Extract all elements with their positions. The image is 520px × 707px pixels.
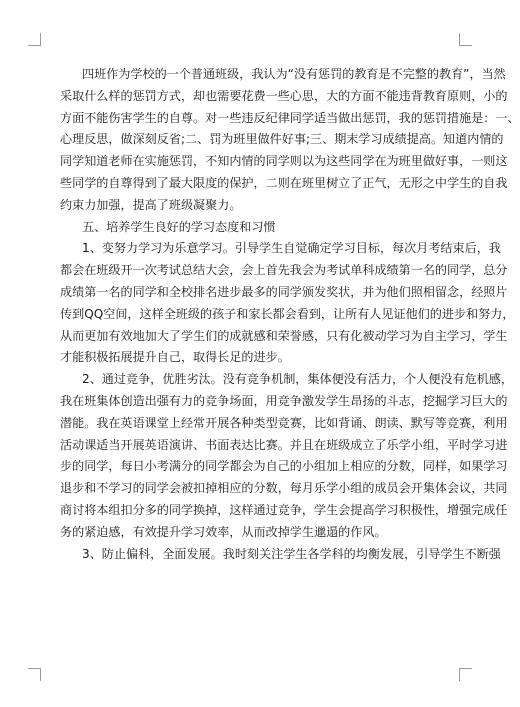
text-line: 采取什么样的惩罚方式，却也需要花费一些心思，大的方面不能违背教育原则，小的 xyxy=(60,88,508,103)
section-heading xyxy=(60,217,440,239)
paragraph-motivation xyxy=(60,238,515,369)
text-line: 活动课适当开展英语演讲、书面表达比赛。并且在班级成立了乐学小组，平时学习进 xyxy=(60,437,508,452)
paragraph-balanced-development xyxy=(60,544,501,566)
document-body xyxy=(60,64,520,565)
text-line: 同学知道老师在实施惩罚，不知内情的同学则以为这些同学在为班里做好事，一则这 xyxy=(60,154,508,169)
text-line: 约束力加强，提高了班级凝聚力。 xyxy=(60,197,242,212)
text-line: 方面不能伤害学生的自尊。对一些违反纪律同学适当做出惩罚，我的惩罚措施是：一、 xyxy=(60,110,520,125)
crop-mark-bottom-left xyxy=(28,668,41,681)
paragraph-discipline xyxy=(60,64,520,217)
text-line: 2、通过竞争，优胜劣汰。没有竞争机制，集体便没有活力，个人便没有危机感， xyxy=(82,372,513,387)
text-line: 才能积极拓展提升自己，取得长足的进步。 xyxy=(60,350,290,365)
text-line: 心理反思，做深刻反省;二、罚为班里做件好事;三、期末学习成绩提高。知道内情的 xyxy=(60,132,504,147)
text-line: 从而更加有效地加大了学生们的成就感和荣誉感，只有化被动学习为自主学习，学生 xyxy=(60,328,508,343)
crop-mark-bottom-right xyxy=(459,668,472,681)
text-line: 成绩第一名的同学和全校排名进步最多的同学颁发奖状，并为他们照相留念，经照片 xyxy=(60,284,508,299)
text-line: 我在班集体创造出强有力的竞争场面，用竞争激发学生昂扬的斗志，挖掘学习巨大的 xyxy=(60,393,508,408)
crop-mark-top-right xyxy=(459,33,472,46)
text-line: 潜能。我在英语课堂上经常开展各种类型竞赛，比如背诵、朗读、默写等竞赛，利用 xyxy=(60,415,508,430)
heading-line: 五、培养学生良好的学习态度和习惯 xyxy=(82,219,276,234)
text-line: 1、变努力学习为乐意学习。引导学生自觉确定学习目标，每次月考结束后，我 xyxy=(82,241,501,256)
text-line: 3、防止偏科，全面发展。我时刻关注学生各学科的均衡发展，引导学生不断强 xyxy=(82,546,501,561)
text-line: 务的紧迫感，有效提升学习效率，从而改掉学生邋遢的作风。 xyxy=(60,524,387,539)
crop-mark-top-left xyxy=(28,33,41,46)
paragraph-competition xyxy=(60,369,513,543)
text-line: 退步和不学习的同学会被扣掉相应的分数，每月乐学小组的成员会开集体会议，共同 xyxy=(60,481,508,496)
text-line: 都会在班级开一次考试总结大会，会上首先我会为考试单科成绩第一名的同学，总分 xyxy=(60,263,508,278)
text-line: 传到QQ空间，这样全班级的孩子和家长都会看到，让所有人见证他们的进步和努力， xyxy=(60,306,515,321)
text-line: 商讨将本组扣分多的同学换掉，这样通过竞争，学生会提高学习积极性，增强完成任 xyxy=(60,502,508,517)
text-line: 些同学的自尊得到了最大限度的保护，二则在班里树立了正气，无形之中学生的自我 xyxy=(60,175,508,190)
text-line: 步的同学，每日小考满分的同学都会为自己的小组加上相应的分数，同样，如果学习 xyxy=(60,459,508,474)
text-line: 四班作为学校的一个普通班级，我认为“没有惩罚的教育是不完整的教育”，当然 xyxy=(82,67,506,81)
